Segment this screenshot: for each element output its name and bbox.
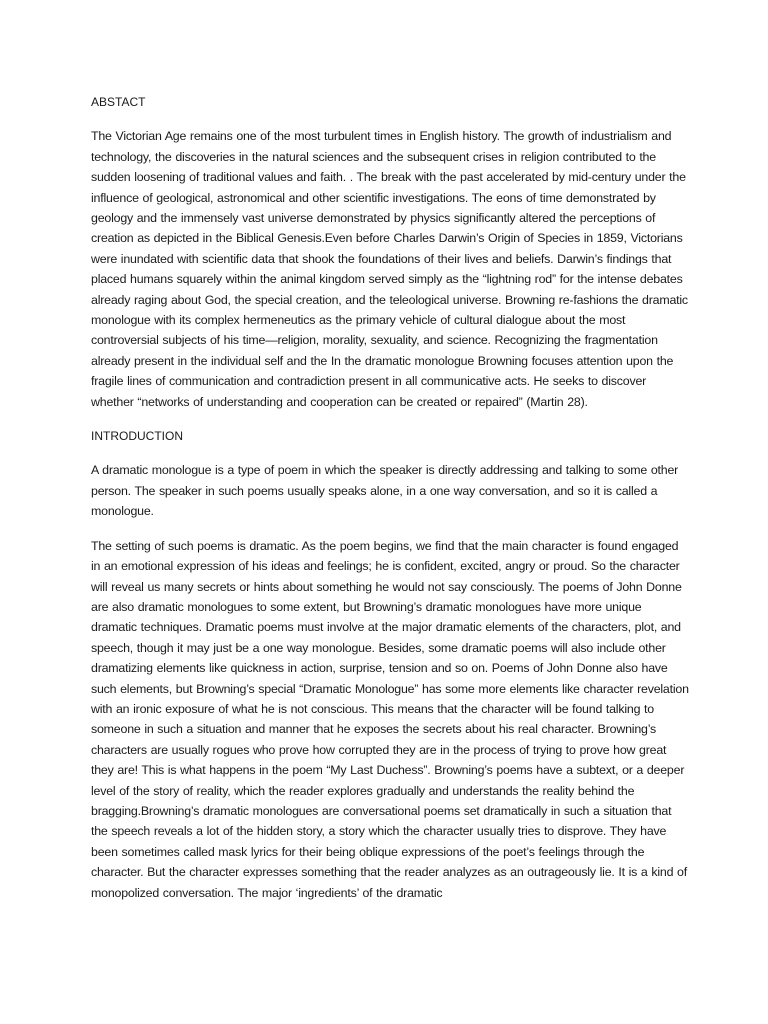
document-page bbox=[91, 90, 689, 903]
spacer bbox=[91, 522, 689, 536]
abstract-paragraph: The Victorian Age remains one of the most turbulent times in English history. The growth of industrialism and technology, the discoveries in the natural sciences and the subsequent crises in religion contributed to the sudden loosening of traditional values and faith. . The break with the past accelerated by mid-century under the influence of geological, astronomical and other scientific investigations. The eons of time demonstrated by geology and the immensely vast universe demonstrated by physics significantly altered the perceptions of creation as depicted in the Biblical Genesis.Even before Charles Darwin’s Origin of Species in 1859, Victorians were inundated with scientific data that shook the foundations of their lives and beliefs. Darwin’s findings that placed humans squarely within the animal kingdom served simply as the “lightning rod” for the intense debates already raging about God, the special creation, and the teleological universe. Browning re-fashions the dramatic monologue with its complex hermeneutics as the primary vehicle of cultural dialogue about the most controversial subjects of his time—religion, morality, sexuality, and science. Recognizing the fragmentation already present in the individual self and the In the dramatic monologue Browning focuses attention upon the fragile lines of communication and contradiction present in all communicative acts. He seeks to discover whether “networks of understanding and cooperation can be created or repaired” (Martin 28). bbox=[91, 129, 688, 409]
intro-paragraph-1: A dramatic monologue is a type of poem in which the speaker is directly addressing and talking to some other person. The speaker in such poems usually speaks alone, in a one way conversation, and so it is called a monologue. bbox=[91, 463, 679, 519]
introduction-heading: INTRODUCTION bbox=[91, 429, 183, 444]
abstract-heading: ABSTACT bbox=[91, 95, 146, 109]
spacer bbox=[91, 446, 689, 460]
spacer bbox=[91, 412, 689, 426]
intro-paragraph-2: The setting of such poems is dramatic. As the poem begins, we find that the main character is found engaged in an emotional expression of his ideas and feelings; he is confident, excited, angry or proud. So the character will reveal us many secrets or hints about something he would not say consciously. The poems of John Donne are also dramatic monologues to some extent, but Browning’s dramatic monologues have more unique dramatic techniques. Dramatic poems must involve at the major dramatic elements of the characters, plot, and speech, though it may just be a one way monologue. Besides, some dramatic poems will also include other dramatizing elements like quickness in action, surprise, tension and so on. Poems of John Donne also have such elements, but Browning’s special “Dramatic Monologue” has some more elements like character revelation with an ironic exposure of what he is not conscious. This means that the character will be found talking to someone in such a situation and manner that he exposes the secrets about his real character. Browning’s characters are usually rogues who prove how corrupted they are in the process of trying to prove how great they are! This is what happens in the poem “My Last Duchess”. Browning’s poems have a subtext, or a deeper level of the story of reality, which the reader explores gradually and understands the reality behind the bragging.Browning’s dramatic monologues are conversational poems set dramatically in such a situation that the speech reveals a lot of the hidden story, a story which the character usually tries to disprove. They have been sometimes called mask lyrics for their being oblique expressions of the poet’s feelings through the character. But the character expresses something that the reader analyzes as an outrageously lie. It is a kind of monopolized conversation. The major ‘ingredients’ of the dramatic bbox=[91, 538, 689, 900]
spacer bbox=[91, 112, 689, 126]
